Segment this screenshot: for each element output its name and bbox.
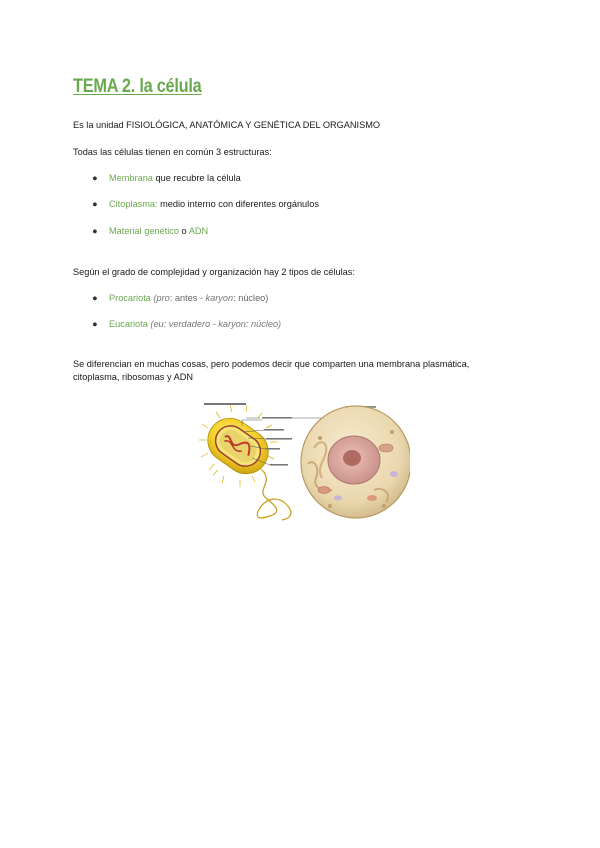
term-membrana: Membrana <box>109 173 153 183</box>
procariota-antes: : antes - <box>169 293 206 303</box>
term-citoplasma: Citoplasma: <box>109 199 158 209</box>
flagellum <box>257 470 291 520</box>
list-item-procariota <box>92 292 268 305</box>
cell-types-heading: Según el grado de complejidad y organización hay 2 tipos de células: <box>73 267 355 277</box>
eukaryotic-cell <box>301 406 410 518</box>
term-membrana-desc: que recubre la célula <box>152 173 241 183</box>
bullet-icon: ● <box>92 173 98 183</box>
intro-text: Es la unidad FISIOLÓGICA, ANATÓMICA Y GENÉTICA DEL ORGANISMO <box>73 120 381 130</box>
bacterium-body <box>199 410 277 483</box>
procariota-nucleo: : núcleo) <box>233 293 269 303</box>
bullet-icon: ● <box>92 319 98 329</box>
term-citoplasma-desc: medio interno con diferentes orgánulos <box>157 199 319 209</box>
procariota-pro: (pro <box>150 293 170 303</box>
term-material-genetico: Material genético <box>109 226 179 236</box>
common-structures-heading: Todas las células tienen en común 3 estructuras: <box>73 147 272 157</box>
closing-text-line-1: Se diferencian en muchas cosas, pero podemos decir que comparten una membrana plasmática, <box>73 359 470 369</box>
procariota-karyon: karyon <box>205 293 234 303</box>
list-item-citoplasma <box>92 198 319 211</box>
list-item-eucariota <box>92 318 281 331</box>
term-eucariota: Eucariota <box>109 319 148 329</box>
term-procariota: Procariota <box>109 293 151 303</box>
closing-text-line-2: citoplasma, ribosomas y ADN <box>73 372 193 382</box>
bacterium-label-lines <box>204 403 246 405</box>
bullet-icon: ● <box>92 293 98 303</box>
connector-o: o <box>178 226 189 236</box>
list-item-membrana <box>92 172 241 185</box>
bullet-icon: ● <box>92 226 98 236</box>
cell-comparison-illustration <box>196 398 410 522</box>
bullet-icon: ● <box>92 199 98 209</box>
term-adn: ADN <box>188 226 209 236</box>
eucariota-detail: (eu: verdadero - karyon: núcleo) <box>147 319 282 329</box>
list-item-material-genetico <box>92 225 208 238</box>
page-title: TEMA 2. la célula <box>73 76 202 97</box>
